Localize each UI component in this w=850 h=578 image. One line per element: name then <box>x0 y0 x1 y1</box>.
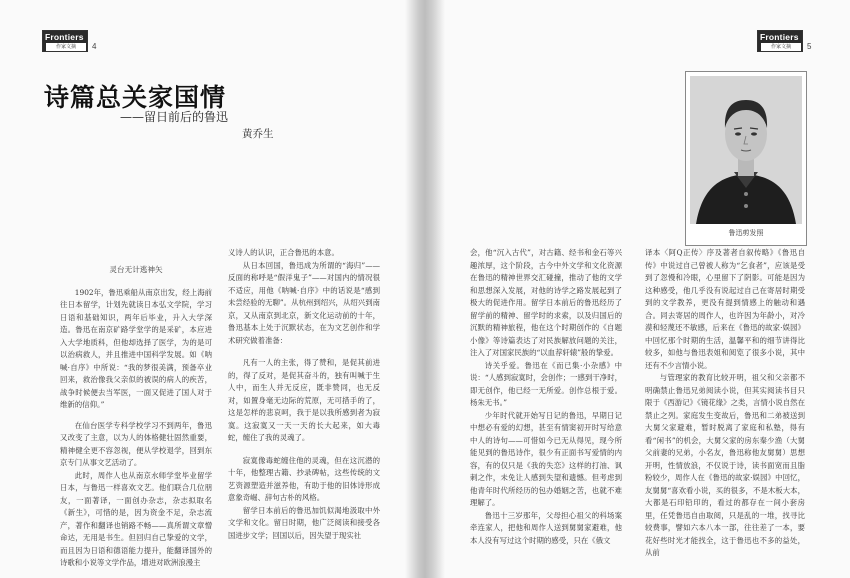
portrait-illustration <box>690 76 802 224</box>
paragraph: 会，他“沉入古代”，对古籍、经书和金石等兴趣浓厚，这个阶段，古今中外文学和文化资源在鲁迅的精神世界交汇碰撞，推动了他的文学和思想深入发展，对他的诗学之路发展起到了极大的促进作用。留学日本前后的鲁迅经历了留学前的精神、留学时的求索，以及归国后的沉默的精神旅程，他在这个时期创作的《自题小像》等诗篇表达了对民族解放问题的关注，注入了对国家民族的“以血荐轩辕”般的挚爱。 <box>470 248 622 357</box>
photo-caption: 鲁迅剪发照 <box>728 229 764 237</box>
paragraph: 1902年，鲁迅乘船从南京出发，经上海前往日本留学，计划先就读日本弘文学院，学习日语和基础知识，两年后毕业，升入大学深造。鲁迅在南京矿路学堂学的是采矿，本应进入大学地质科，但他却选择了医学，为的是可以治病救人，并且推进中国科学发展。如《呐喊·自序》中所说：“我的梦很美满，预备卒业回来，救治像我父亲似的被误的病人的疾苦，战争时候便去当军医，一面又促进了国人对于维新的信仰。” <box>60 287 212 409</box>
brand-name: Frontiers <box>45 32 84 42</box>
paragraph: 译本〈阿Q正传〉序及著者自叙传略》《鲁迅自传》中说过自己曾被人称为“乞食者”，应该是受到了忽慢和冷眼，心里留下了阴影。可能是因为这种感受，他几乎没有说起过自己在寄居时期受到的文学教养，更没有提到情感上的触动和遇合。同去寄居的周作人，也许因为年龄小，对冷漠和轻蔑还不敏感，后来在《鲁迅的故家·娱园》中回忆那个时期的生活，温馨平和的细节讲得比较多，如他与鲁迅表姐和阅览了很多小说，其中还有不少言情小说。 <box>645 248 805 370</box>
paragraph: 少年时代就开始写日记的鲁迅，早期日记中想必有爱的幻想，甚至有情窦初开时写给意中人的诗句——可惜如今已无从得见，现今所能见到的鲁迅诗作，很少有正面书写爱情的内容，有的仅只是《我的失恋》这样的打油、讽刺之作，未免让人感到失望和遗憾。但考虑到他青年时代所经历的包办婚姻之苦，也就不难理解了。 <box>470 410 622 507</box>
magazine-logo <box>42 30 88 52</box>
brand-subtitle: 作家文摘 <box>46 43 86 51</box>
paragraph: 此时，周作人也从南京水师学堂毕业留学日本，与鲁迅一样喜欢文艺。他们联合几位朋友，一面著译，一面创办杂志，杂志拟取名《新生》，可惜的是，因为资金不足，杂志流产，著作和翻译也销路不畅——真所谓文章憎命达，无用是书生。但回归自己挚爱的文学，而且因为日语和德语能力提升，能翻译国外的诗歌和小说等文学作品，增进对欧洲浪漫主 <box>60 470 212 567</box>
text-column-2 <box>228 247 380 542</box>
paragraph: 诗关乎爱。鲁迅在《而已集·小杂感》中说：“人感到寂寞时，会创作；一感到干净时，即无创作，他已经一无所爱。创作总根于爱。杨朱无书。” <box>470 360 622 407</box>
brand-name-right: Frontiers <box>760 32 799 42</box>
paragraph: 从日本回国，鲁迅成为所谓的“海归”——反面的称呼是“假洋鬼子”——对国内的情况很不适应，用他《呐喊·自序》中的话说是“感到未尝经验的无聊”。从杭州到绍兴，从绍兴到南京，又从南京到北京，新文化运动前的十年，鲁迅基本上处于沉默状态，在为文艺创作和学术研究做着准备： <box>228 260 380 345</box>
text-column-3 <box>470 247 622 547</box>
page-number-left: 4 <box>92 42 97 51</box>
text-column-4 <box>645 247 805 560</box>
section-heading: 灵台无计逃神矢 <box>109 265 163 274</box>
page-gutter <box>405 0 445 578</box>
page-number-right: 5 <box>807 42 812 51</box>
block-quote: 凡有一人的主张，得了赞和，是促其前进的，得了反对，是促其奋斗的，独有叫喊于生人中，而生人并无反应，既非赞同，也无反对，如置身毫无边际的荒原，无可措手的了，这是怎样的悲哀呵，我于是以我所感到者为寂寞。这寂寞又一天一天的长大起来，如大毒蛇，缠住了我的灵魂了。 <box>228 358 380 442</box>
article-title: 诗篇总关家国情 <box>44 83 227 112</box>
article-subtitle: ——留日前后的鲁迅 <box>120 110 229 124</box>
paragraph: 义诗人的认识，正合鲁迅的本意。 <box>228 248 339 257</box>
portrait-photo <box>685 71 807 246</box>
portrait-image <box>690 76 802 224</box>
paragraph: 留学日本前后的鲁迅加饥似渴地汲取中外文学和文化。留日时期，他广泛阅读和接受各国进步文学；回国以后，因失望于现实社 <box>228 505 380 540</box>
text-column-1 <box>60 262 212 570</box>
paragraph: 鲁迅十三岁那年，父母担心祖父的科场案牵连家人，把他和周作人送到舅舅家避难，他本人没有写过这个时期的感受，只在《俄文 <box>470 510 622 545</box>
brand-subtitle-right: 作家文摘 <box>761 43 801 51</box>
magazine-logo-right <box>757 30 803 52</box>
paragraph: 在仙台医学专科学校学习不到两年，鲁迅又改变了主意，以为人的体格健壮固然重要，精神健全更不容忽视，便从学校退学，回到东京专门从事文艺活动了。 <box>60 420 212 467</box>
article-author: 黄乔生 <box>242 128 274 140</box>
paragraph: 与管理家的教育比较开明，祖父和父亲都不明确禁止鲁迅兄弟阅读小说，但其实阅读书目只限于《西游记》《镜花缘》之类，言情小说自然在禁止之列。家庭发生变故后，鲁迅和二弟被送到大舅父家避难，暂时脱离了家庭和私塾，得有看“闲书”的机会，大舅父家的房东秦少渔（大舅父前妻的兄弟，小名友，鲁迅称他友舅舅）思想开明，性情放浪，不仅说于诗，读书面宽而且脂粉较少，周作人在《鲁迅的故家·娱园》中回忆，友舅舅“喜欢看小说，买的很多，不是木板大本，大都是石印铅印的，看过的都存在一间小套房里，任凭鲁迅自由取阅，只是乱的一堆，找寻比较费事，譬如六本八本一部，往往差了一本，要花好些时光才能找全，这于鲁迅也不多的益处，从前 <box>645 373 805 557</box>
paragraph: 寂寞像毒蛇缠住他的灵魂，但在这沉潜的十年，他整理古籍、抄录碑帖，这些传统的文艺资源塑造并滋养他，有助于他的旧体诗形成意象奇崛、辞句古朴的风格。 <box>228 455 380 502</box>
